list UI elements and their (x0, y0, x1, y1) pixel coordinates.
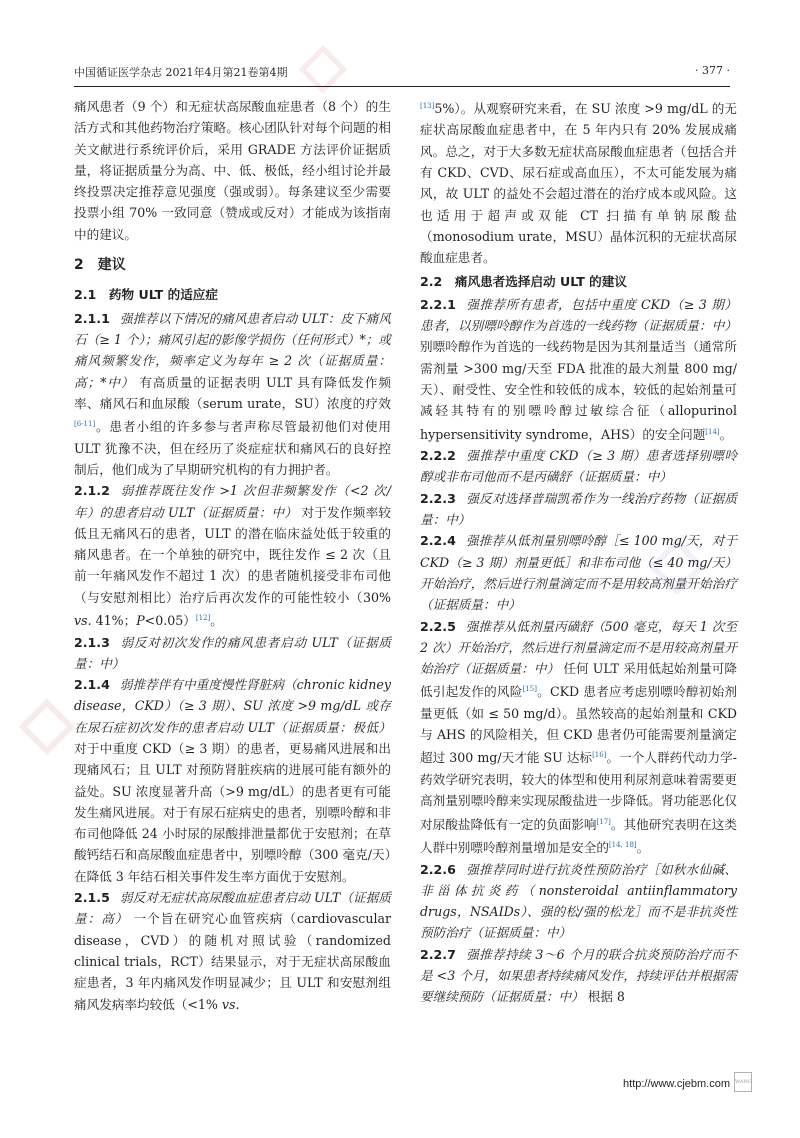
rec-statement: 强推荐从低剂量别嘌呤醇［≤ 100 mg/天，对于 CKD（≥ 3 期）剂量更低］和非布司他（≤ 40 mg/天）开始治疗，然后进行剂量滴定而不是用较高剂量开始治疗（证据质量：中） (420, 533, 737, 613)
rec-evidence-end: 。 (210, 613, 223, 629)
recommendation-2-2-4 (420, 530, 737, 615)
watermark-logo-right: ◇ (650, 522, 704, 600)
rec-number: 2.1.5 (74, 890, 110, 906)
watermark-logo-top: ◇ (300, 31, 347, 98)
recommendation-2-2-7 (420, 944, 737, 1008)
recommendation-2-1-3 (74, 632, 391, 675)
vs-text: vs. (221, 996, 240, 1012)
recommendation-2-1-4 (74, 674, 391, 887)
rec-evidence: 别嘌呤醇作为首选的一线药物是因为其剂量适当（通常所需剂量 >300 mg/天至 FDA 批准的最大剂量 800 mg/天）、耐受性、安全性和较低的成本，较低的起始剂量可减轻其特有的别嘌呤醇过敏综合征（allopurinol hypersensitivity syndrome，AHS）的安全问题 (420, 339, 737, 442)
rec-statement: 弱推荐伴有中重度慢性肾脏病（chronic kidney disease，CKD）（≥ 3 期）、SU 浓度 >9 mg/dL 或存在尿石症初次发作的患者启动 ULT（证据质量：极低） (74, 677, 391, 735)
rec-number: 2.2.7 (420, 946, 456, 962)
p-text: P (136, 613, 145, 629)
rec-statement: 弱推荐既往发作 >1 次但非频繁发作（<2 次/年）的患者启动 ULT（证据质量：中） (74, 483, 391, 520)
footer-url[interactable]: http://www.cjebm.com (623, 1078, 730, 1090)
watermark-logo-left: ◇ (20, 682, 74, 760)
intro-paragraph: 痛风患者（9 个）和无症状高尿酸血症患者（8 个）的生活方式和其他药物治疗策略。核心团队针对每个问题的相关文献进行系统评价后，采用 GRADE 方法评价证据质量，将证据质量分为高、中、低、极低，经小组讨论并最终投票决定推荐意见强度（强或弱）。每条建议至少需要投票小组 70% 一致同意（赞成或反对）才能成为该指南中的建议。 (74, 99, 391, 242)
rec-evidence-4: 。其他研究表明在这类人群中别嘌呤醇剂量增加是安全的 (420, 816, 737, 856)
rec-number: 2.2.5 (420, 618, 456, 634)
recommendation-2-1-5 (74, 887, 391, 1015)
rec-evidence-3: 。一个人群药代动力学-药效学研究表明，较大的体型和使用利尿剂意味着需要更高剂量别嘌呤醇来实现尿酸盐进一步降低。肾功能恶化仅对尿酸盐降低有一定的负面影响 (420, 750, 737, 832)
rec-number: 2.1.1 (74, 310, 110, 326)
rec-statement: 强推荐中重度 CKD（≥ 3 期）患者选择别嘌呤醇或非布司他而不是丙磺舒（证据质量：中） (420, 448, 737, 485)
rec-evidence-end: 。 (636, 840, 650, 856)
continued-paragraph (420, 96, 737, 269)
citation[interactable]: [6-11] (74, 420, 96, 429)
rec-evidence: 有高质量的证据表明 ULT 具有降低发作频率、痛风石和血尿酸（serum urate，SU）浓度的疗效 (74, 374, 391, 411)
left-column (74, 96, 391, 1015)
citation[interactable]: [16] (592, 751, 607, 760)
rec-number: 2.2.6 (420, 861, 456, 877)
rec-statement: 强推荐以下情况的痛风患者启动 ULT：皮下痛风石（≥ 1 个）；痛风引起的影像学损伤（任何形式）*；或痛风频繁发作，频率定义为每年 ≥ 2 次（证据质量：高；*中） (74, 310, 391, 390)
journal-citation: 中国循证医学杂志 2021年4月第21卷第4期 (74, 66, 288, 79)
publisher-logo-icon: WANG (734, 1072, 752, 1092)
recommendation-2-2-2 (420, 445, 737, 488)
citation[interactable]: [12] (195, 614, 211, 623)
rec-number: 2.1.3 (74, 634, 110, 650)
section-heading: 2 建议 (74, 257, 126, 274)
recommendation-2-2-3 (420, 488, 737, 531)
rec-evidence: 根据 8 (587, 989, 625, 1005)
recommendation-2-1-1 (74, 308, 391, 481)
continued-text: 5%）。从观察研究来看，在 SU 浓度 >9 mg/dL 的无症状高尿酸血症患者中，在 5 年内只有 20% 发展成痛风。总之，对于大多数无症状高尿酸血症患者（包括合并有 CKD、CVD、尿石症或高血压），不太可能发展为痛风，故 ULT 的益处不会超过潜在的治疗成本或风险。这也适用于超声或双能 CT 扫描有单钠尿酸盐（monosodium urate，MSU）晶体沉积的无症状高尿酸血症患者。 (420, 101, 737, 266)
recommendation-2-2-6 (420, 859, 737, 944)
rec-evidence-c: <0.05） (144, 613, 196, 629)
rec-statement: 强推荐同时进行抗炎性预防治疗［如秋水仙碱、非甾体抗炎药（nonsteroidal antiinflammatory drugs，NSAIDs）、强的松/强的松龙］而不是非抗炎性预防治疗（证据质量：中） (420, 861, 737, 941)
citation[interactable]: [15] (522, 685, 537, 694)
citation[interactable]: [14, 18] (608, 841, 637, 850)
rec-statement: 强推荐所有患者，包括中重度 CKD（≥ 3 期）患者，以别嘌呤醇作为首选的一线药物（证据质量：中） (420, 296, 737, 334)
rec-statement: 强推荐从低剂量丙磺舒（500 毫克，每天 1 次至 2 次）开始治疗，然后进行剂量滴定而不是用较高剂量开始治疗（证据质量：中） (420, 618, 737, 677)
rec-evidence-b: 41%； (91, 613, 137, 629)
subsection-heading: 2.1 药物 ULT 的适应症 (74, 287, 218, 303)
citation[interactable]: [13] (420, 102, 435, 110)
rec-evidence: 对于发作频率较低且无痛风石的患者，ULT 的潜在临床益处低于较重的痛风患者。在一个单独的研究中，既往发作 ≤ 2 次（且前一年痛风发作不超过 1 次）的患者随机接受非布司他（与安慰剂相比）治疗后再次发作的可能性较小（30% (74, 504, 392, 605)
rec-number: 2.2.2 (420, 448, 456, 464)
rec-evidence-end: 。 (719, 426, 733, 442)
rec-statement: 弱反对初次发作的痛风患者启动 ULT（证据质量：中） (74, 634, 391, 671)
rec-number: 2.2.3 (420, 490, 456, 506)
rec-evidence-cont: 。患者小组的许多参与者声称尽管最初他们对使用 ULT 犹豫不决，但在经历了炎症症状和痛风石的良好控制后，他们成为了早期研究机构的有力拥护者。 (74, 419, 391, 477)
rec-evidence-2: 。CKD 患者应考虑别嘌呤醇初始剂量更低（如 ≤ 50 mg/d）。虽然较高的起始剂量和 CKD 与 AHS 的风险相关，但 CKD 患者仍可能需要剂量滴定超过 300 mg/天才能 SU 达标 (420, 684, 737, 766)
subsection-heading: 2.2 痛风患者选择启动 ULT 的建议 (420, 273, 627, 289)
recommendation-2-2-1 (420, 294, 737, 445)
rec-number: 2.2.4 (420, 533, 456, 549)
running-header (74, 60, 730, 87)
vs-text: vs. (74, 613, 92, 629)
right-column (420, 96, 737, 1008)
page-number: · 377 · (695, 64, 730, 77)
rec-evidence: 一个旨在研究心血管疾病（cardiovascular disease，CVD）的随机对照试验（randomized clinical trials，RCT）结果显示，对于无症状高尿酸血症患者，3 年内痛风发作明显减少；且 ULT 和安慰剂组痛风发病率均较低（<1% (74, 911, 391, 1012)
rec-statement: 强反对选择普瑞凯希作为一线治疗药物（证据质量：中） (420, 490, 737, 528)
recommendation-2-1-2 (74, 480, 391, 631)
rec-number: 2.2.1 (420, 296, 456, 312)
rec-number: 2.1.2 (74, 483, 110, 499)
rec-statement: 弱反对无症状高尿酸血症患者启动 ULT（证据质量：高） (74, 890, 391, 927)
rec-number: 2.1.4 (74, 677, 110, 693)
citation[interactable]: [14] (705, 427, 720, 436)
recommendation-2-2-5 (420, 616, 737, 859)
rec-evidence: 对于中重度 CKD（≥ 3 期）的患者，更易痛风进展和出现痛风石；且 ULT 对预防肾脏疾病的进展可能有额外的益处。SU 浓度显著升高（>9 mg/dL）的患者更有可能发生痛风进展。对于有尿石症病史的患者，别嘌呤醇和非布司他降低 24 小时尿的尿酸排泄量都优于安慰剂；在草酸钙结石和高尿酸血症患者中，别嘌呤醇（300 毫克/天）在降低 3 年结石相关事件发生率方面优于安慰剂。 (74, 740, 391, 884)
rec-evidence: 任何 ULT 采用低起始剂量可降低引起发作的风险 (420, 661, 737, 700)
rec-statement: 强推荐持续 3～6 个月的联合抗炎预防治疗而不是 <3 个月，如果患者持续痛风发作，持续评估并根据需要继续预防（证据质量：中） (420, 946, 737, 1005)
citation[interactable]: [17] (596, 817, 611, 826)
